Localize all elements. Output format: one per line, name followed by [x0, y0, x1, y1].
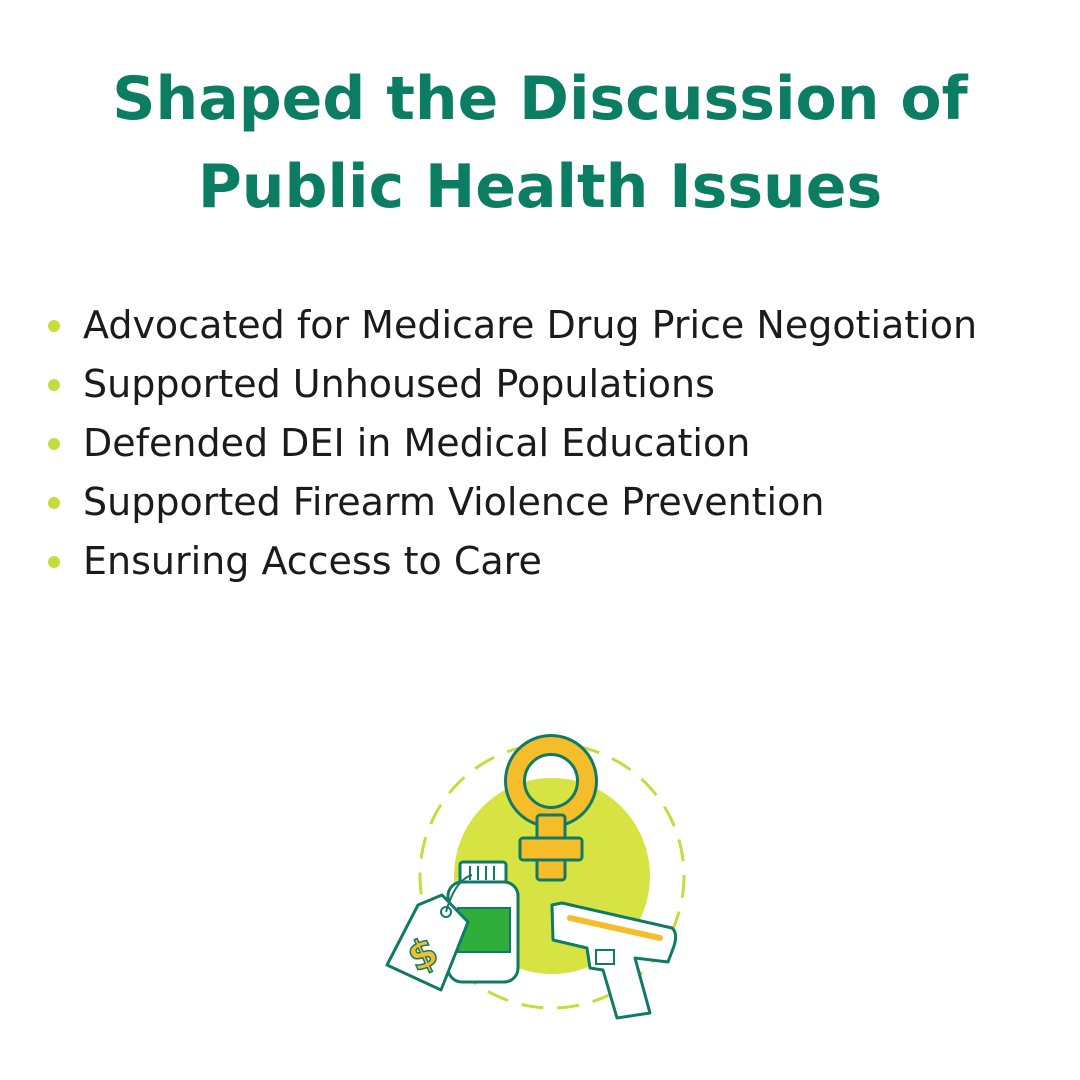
- title-line-1: Shaped the Discussion of: [112, 64, 968, 134]
- list-item: [48, 532, 977, 591]
- list-item-text: Defended DEI in Medical Education: [83, 421, 751, 465]
- page-title: [0, 55, 1080, 231]
- list-item-text: Advocated for Medicare Drug Price Negotiation: [83, 303, 978, 347]
- list-item: [48, 355, 977, 414]
- bullet-dot: [48, 379, 60, 391]
- title-line-2: Public Health Issues: [197, 152, 883, 222]
- list-item-text: Ensuring Access to Care: [83, 539, 542, 583]
- bullet-dot: [48, 438, 60, 450]
- bullet-dot: [48, 556, 60, 568]
- bullet-dot: [48, 497, 60, 509]
- list-item: [48, 473, 977, 532]
- list-item: [48, 414, 977, 473]
- bullet-list: [48, 296, 977, 591]
- female-symbol-icon: [515, 745, 587, 880]
- list-item-text: Supported Unhoused Populations: [83, 362, 715, 406]
- dollar-sign: $: [400, 928, 446, 982]
- list-item: [48, 296, 977, 355]
- list-item-text: Supported Firearm Violence Prevention: [83, 480, 825, 524]
- bullet-dot: [48, 320, 60, 332]
- health-issues-illustration: [380, 730, 700, 1030]
